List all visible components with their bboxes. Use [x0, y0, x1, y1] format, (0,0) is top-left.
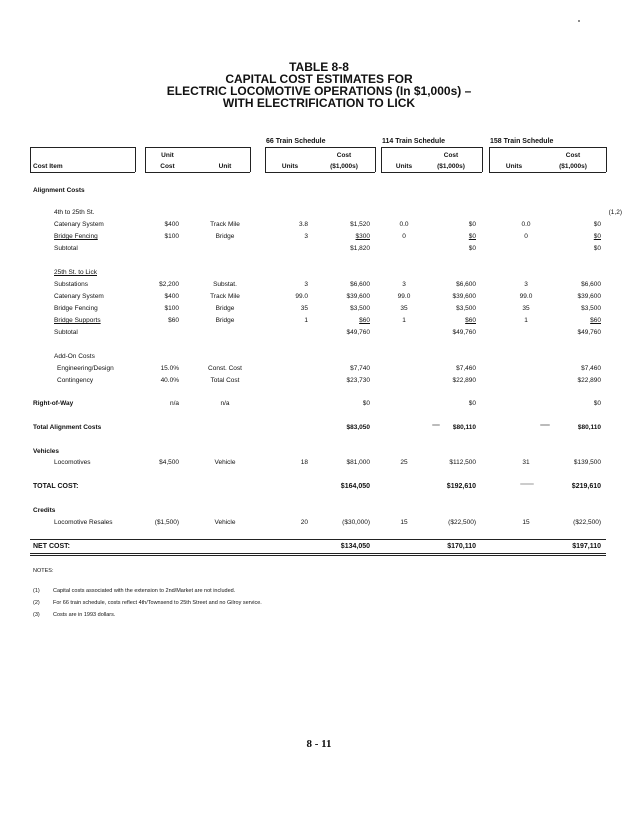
cost-158: $219,610 [571, 483, 601, 490]
table-row [0, 518, 638, 528]
item-label: Right-of-Way [33, 400, 74, 407]
section-credits [0, 506, 638, 516]
section-label: Vehicles [33, 448, 60, 455]
unit-cost: $60 [168, 317, 179, 324]
scan-speck [578, 20, 580, 22]
net-cost-row [0, 542, 638, 552]
units-158: 1 [524, 317, 528, 324]
item-label: Locomotives [54, 459, 91, 466]
header-divider [381, 147, 382, 172]
col-header-units-114: Units [395, 163, 413, 170]
table-row [0, 232, 638, 242]
item-label: Locomotive Resales [54, 519, 113, 526]
note-text: For 66 train schedule, costs reflect 4th/Townsend to 25th Street and no Gilroy service. [53, 600, 262, 606]
col-header-cost-114-top: Cost [443, 152, 459, 159]
scan-speck [432, 424, 440, 426]
subtotal-row [0, 244, 638, 254]
units-114: 35 [400, 305, 408, 312]
col-header-cost-158-top: Cost [565, 152, 581, 159]
unit: Vehicle [214, 519, 236, 526]
net-cost-bottom-rule [30, 555, 606, 556]
cost-66: $39,600 [346, 293, 370, 300]
cost-66: $300 [355, 233, 370, 240]
section-alignment-costs [0, 186, 638, 196]
unit-cost: $400 [164, 221, 179, 228]
unit-cost: ($1,500) [154, 519, 179, 526]
cost-114: $170,110 [447, 543, 476, 550]
cost-158: $80,110 [577, 424, 601, 431]
cost-66: $23,730 [346, 377, 370, 384]
header-divider [265, 147, 266, 172]
units-66: 1 [304, 317, 308, 324]
item-label: Bridge Fencing [54, 233, 98, 240]
unit: Track Mile [210, 221, 240, 228]
units-114: 3 [402, 281, 406, 288]
header-divider [482, 147, 483, 172]
scan-speck [520, 483, 534, 485]
cost-66: $134,050 [340, 543, 370, 550]
unit-cost: $4,500 [159, 459, 179, 466]
unit-cost: $100 [164, 305, 179, 312]
cost-66: $7,740 [350, 365, 370, 372]
segment-label: 4th to 25th St. [54, 209, 95, 216]
segment-label: Add-On Costs [54, 353, 95, 360]
table-row [0, 458, 638, 468]
units-66: 99.0 [295, 293, 308, 300]
segment-header-row [0, 352, 638, 362]
cost-114: $0 [468, 245, 476, 252]
unit: Const. Cost [208, 365, 242, 372]
page-number: 8 - 11 [306, 738, 332, 750]
units-66: 18 [300, 459, 308, 466]
item-label: NET COST: [33, 543, 70, 550]
cost-114: $0 [468, 400, 476, 407]
header-rule [145, 147, 250, 148]
unit-cost: $400 [164, 293, 179, 300]
header-rule [265, 172, 375, 173]
unit-cost: $100 [164, 233, 179, 240]
table-title-line-2: ELECTRIC LOCOMOTIVE OPERATIONS (In $1,000s) – [166, 84, 472, 98]
unit: Bridge [215, 317, 235, 324]
item-label: Bridge Supports [54, 317, 101, 324]
net-cost-top-rule [30, 539, 606, 540]
cost-66: $83,050 [346, 424, 370, 431]
net-cost-bottom-rule [30, 553, 606, 554]
note-text: Capital costs associated with the extension to 2nd/Market are not included. [53, 588, 236, 594]
cost-114: $0 [468, 233, 476, 240]
units-66: 3 [304, 281, 308, 288]
units-158: 99.0 [519, 293, 533, 300]
cost-158: $60 [590, 317, 601, 324]
subtotal-row [0, 328, 638, 338]
unit: Track Mile [210, 293, 240, 300]
units-66: 3 [304, 233, 308, 240]
cost-66: $0 [362, 400, 370, 407]
col-header-cost-66-bottom: ($1,000s) [330, 163, 358, 170]
col-header-units-158: Units [505, 163, 523, 170]
cost-114: $192,610 [446, 483, 476, 490]
header-divider [135, 147, 136, 172]
table-title-line-1: CAPITAL COST ESTIMATES FOR [225, 72, 413, 86]
col-header-units-66: Units [281, 163, 299, 170]
cost-114: $80,110 [452, 424, 476, 431]
unit-cost: 40.0% [160, 377, 179, 384]
table-row [0, 280, 638, 290]
segment-header-row [0, 208, 638, 218]
total-cost-row [0, 482, 638, 492]
cost-114: $60 [465, 317, 476, 324]
item-label: Subtotal [54, 329, 78, 336]
units-114: 99.0 [397, 293, 411, 300]
header-rule [30, 147, 135, 148]
cost-158: $7,460 [581, 365, 601, 372]
section-label: Credits [33, 507, 56, 514]
cost-158: $0 [593, 400, 601, 407]
col-header-unit-cost-top: Unit [161, 152, 174, 159]
unit-cost: 15.0% [160, 365, 179, 372]
item-label: TOTAL COST: [33, 483, 79, 490]
units-158: 0.0 [521, 221, 531, 228]
header-divider [145, 147, 146, 172]
cost-158: $22,890 [577, 377, 601, 384]
units-114: 15 [400, 519, 408, 526]
item-label: Bridge Fencing [54, 305, 98, 312]
units-114: 0 [402, 233, 406, 240]
cost-158: $0 [593, 233, 601, 240]
note-text: Costs are in 1993 dollars. [53, 612, 116, 618]
cost-158: ($22,500) [573, 519, 601, 526]
group-header-66: 66 Train Schedule [266, 138, 326, 145]
units-158: 35 [522, 305, 530, 312]
unit: n/a [220, 400, 230, 407]
cost-66: $1,520 [350, 221, 370, 228]
table-row [0, 376, 638, 386]
cost-66: $6,600 [350, 281, 370, 288]
col-header-cost-158-bottom: ($1,000s) [559, 163, 587, 170]
item-label: Contingency [57, 377, 94, 384]
group-header-114: 114 Train Schedule [382, 138, 446, 145]
cost-66: ($30,000) [342, 519, 370, 526]
units-114: 25 [400, 459, 408, 466]
item-label: Catenary System [54, 221, 104, 228]
cost-114: $112,500 [449, 459, 476, 466]
footnote-ref: (1,2) [608, 209, 622, 216]
cost-158: $139,500 [573, 459, 601, 466]
unit: Substat. [213, 281, 237, 288]
unit-cost: n/a [169, 400, 179, 407]
table-row [0, 292, 638, 302]
cost-66: $81,000 [346, 459, 370, 466]
item-label: Total Alignment Costs [33, 424, 102, 431]
group-header-158: 158 Train Schedule [490, 138, 554, 145]
table-title-line-3: WITH ELECTRIFICATION TO LICK [222, 96, 416, 110]
cost-66: $164,050 [340, 483, 370, 490]
header-divider [375, 147, 376, 172]
cost-114: $6,600 [456, 281, 476, 288]
segment-header-row [0, 268, 638, 278]
cost-66: $1,820 [350, 245, 370, 252]
units-114: 0.0 [399, 221, 409, 228]
header-rule [381, 172, 482, 173]
units-158: 15 [522, 519, 530, 526]
unit: Bridge [215, 305, 235, 312]
item-label: Subtotal [54, 245, 78, 252]
cost-66: $49,760 [346, 329, 370, 336]
header-divider [489, 147, 490, 172]
col-header-unit-cost-bottom: Cost [160, 163, 175, 170]
note-number: (1) [33, 588, 40, 594]
section-label: Alignment Costs [33, 187, 85, 194]
table-row [0, 220, 638, 230]
cost-114: $22,890 [452, 377, 476, 384]
cost-158: $3,500 [581, 305, 601, 312]
col-header-unit: Unit [218, 163, 232, 170]
header-rule [265, 147, 375, 148]
cost-114: ($22,500) [448, 519, 476, 526]
unit: Total Cost [210, 377, 240, 384]
header-rule [30, 172, 135, 173]
cost-158: $39,600 [577, 293, 601, 300]
cost-114: $39,600 [452, 293, 476, 300]
header-divider [250, 147, 251, 172]
cost-114: $3,500 [456, 305, 476, 312]
unit: Vehicle [214, 459, 236, 466]
header-rule [381, 147, 482, 148]
note-number: (2) [33, 600, 40, 606]
table-row [0, 399, 638, 409]
table-row [0, 364, 638, 374]
segment-label: 25th St. to Lick [54, 269, 97, 276]
note-number: (3) [33, 612, 40, 618]
cost-114: $0 [468, 221, 476, 228]
cost-158: $6,600 [581, 281, 601, 288]
cost-114: $7,460 [456, 365, 476, 372]
units-114: 1 [402, 317, 406, 324]
units-158: 0 [524, 233, 528, 240]
header-rule [489, 172, 606, 173]
unit-cost: $2,200 [159, 281, 179, 288]
section-vehicles [0, 447, 638, 457]
units-66: 20 [300, 519, 308, 526]
table-number: TABLE 8-8 [289, 60, 349, 74]
header-rule [145, 172, 250, 173]
item-label: Substations [54, 281, 88, 288]
table-row [0, 316, 638, 326]
notes-heading: NOTES: [33, 568, 54, 574]
header-divider [30, 147, 31, 172]
unit: Bridge [215, 233, 235, 240]
item-label: Engineering/Design [57, 365, 114, 372]
item-label: Catenary System [54, 293, 104, 300]
units-158: 3 [524, 281, 528, 288]
header-rule [489, 147, 606, 148]
cost-158: $49,760 [577, 329, 601, 336]
header-divider [606, 147, 607, 172]
col-header-cost-114-bottom: ($1,000s) [437, 163, 465, 170]
units-66: 35 [300, 305, 308, 312]
cost-114: $49,760 [452, 329, 476, 336]
cost-158: $197,110 [572, 543, 601, 550]
cost-66: $3,500 [350, 305, 370, 312]
col-header-cost-66-top: Cost [336, 152, 352, 159]
col-header-cost-item: Cost Item [33, 163, 63, 170]
scan-speck [540, 424, 550, 426]
cost-158: $0 [593, 245, 601, 252]
table-row [0, 304, 638, 314]
cost-158: $0 [593, 221, 601, 228]
cost-66: $60 [359, 317, 370, 324]
units-66: 3.8 [298, 221, 308, 228]
units-158: 31 [522, 459, 530, 466]
